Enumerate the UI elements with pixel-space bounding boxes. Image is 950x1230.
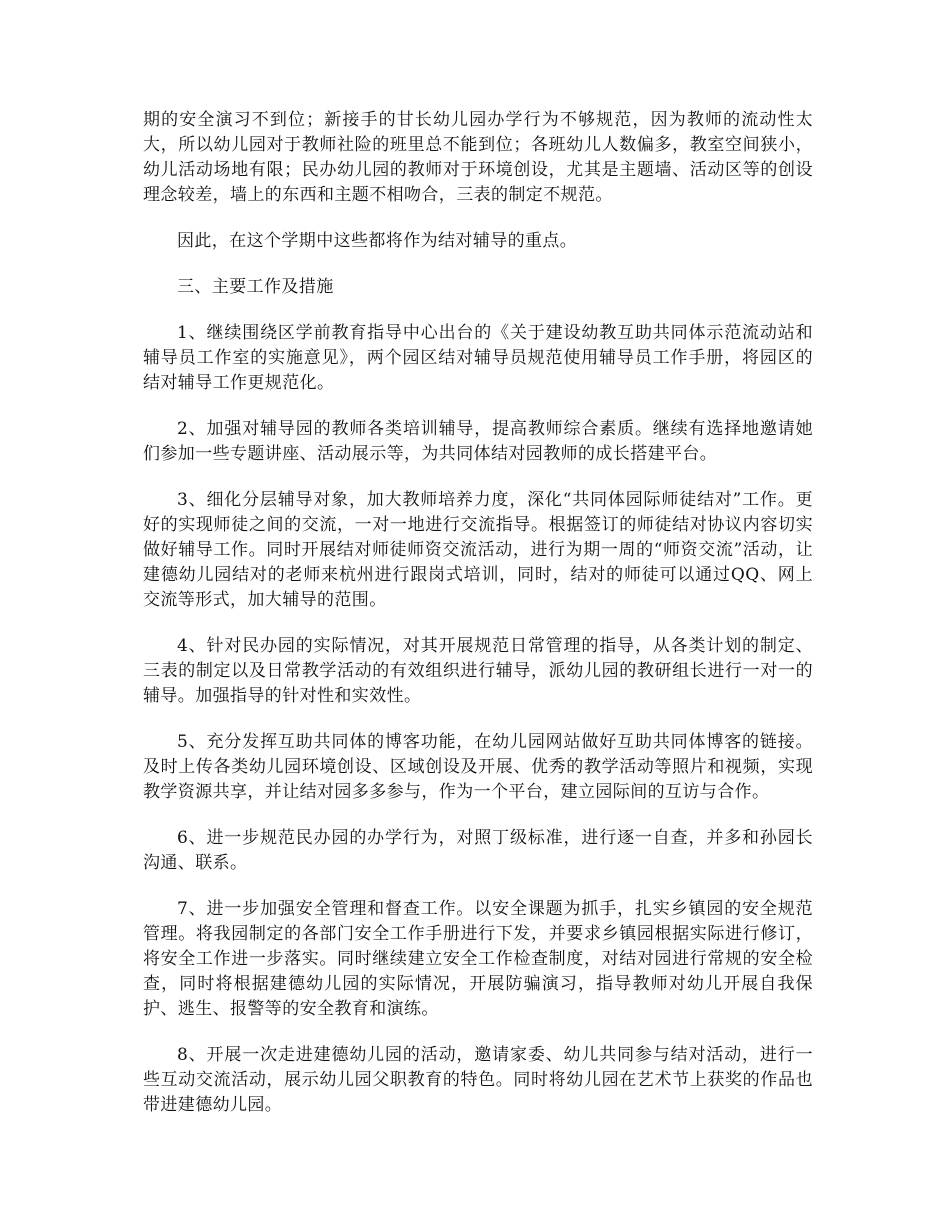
paragraph-item-5: 5、充分发挥互助共同体的博客功能，在幼儿园网站做好互助共同体博客的链接。及时上传各类幼儿园环境创设、区域创设及开展、优秀的教学活动等照片和视频，实现教学资源共享，并让结对园多多参与，作为一个平台，建立园际间的互访与合作。	[143, 732, 813, 802]
document-page	[143, 108, 813, 1139]
paragraph-item-7: 7、进一步加强安全管理和督查工作。以安全课题为抓手，扎实乡镇园的安全规范管理。将我园制定的各部门安全工作手册进行下发，并要求乡镇园根据实际进行修订，将安全工作进一步落实。同时继续建立安全工作检查制度，对结对园进行常规的安全检查，同时将根据建德幼儿园的实际情况，开展防骗演习，指导教师对幼儿开展自我保护、逃生、报警等的安全教育和演练。	[143, 899, 813, 1019]
paragraph-item-2: 2、加强对辅导园的教师各类培训辅导，提高教师综合素质。继续有选择地邀请她们参加一些专题讲座、活动展示等，为共同体结对园教师的成长搭建平台。	[143, 419, 813, 464]
paragraph-item-6: 6、进一步规范民办园的办学行为，对照丁级标准，进行逐一自查，并多和孙园长沟通、联系。	[143, 828, 813, 873]
paragraph-item-3: 3、细化分层辅导对象，加大教师培养力度，深化“共同体园际师徒结对”工作。更好的实现师徒之间的交流，一对一地进行交流指导。根据签订的师徒结对协议内容切实做好辅导工作。同时开展结对师徒师资交流活动，进行为期一周的“师资交流”活动，让建德幼儿园结对的老师来杭州进行跟岗式培训，同时，结对的师徒可以通过QQ、网上交流等形式，加大辅导的范围。	[143, 490, 813, 610]
section-heading-main-work: 三、主要工作及措施	[177, 277, 334, 297]
paragraph-item-8: 8、开展一次走进建德幼儿园的活动，邀请家委、幼儿共同参与结对活动，进行一些互动交流活动，展示幼儿园父职教育的特色。同时将幼儿园在艺术节上获奖的作品也带进建德幼儿园。	[143, 1045, 813, 1115]
paragraph-item-4: 4、针对民办园的实际情况，对其开展规范日常管理的指导，从各类计划的制定、三表的制定以及日常教学活动的有效组织进行辅导，派幼儿园的教研组长进行一对一的辅导。加强指导的针对性和实效性。	[143, 636, 813, 706]
paragraph-continuation: 期的安全演习不到位；新接手的甘长幼儿园办学行为不够规范，因为教师的流动性太大，所以幼儿园对于教师社险的班里总不能到位；各班幼儿人数偏多，教室空间狭小，幼儿活动场地有限；民办幼儿园的教师对于环境创设，尤其是主题墙、活动区等的创设理念较差，墙上的东西和主题不相吻合，三表的制定不规范。	[143, 110, 813, 205]
paragraph-focus-summary: 因此，在这个学期中这些都将作为结对辅导的重点。	[177, 231, 578, 251]
paragraph-item-1: 1、继续围绕区学前教育指导中心出台的《关于建设幼教互助共同体示范流动站和辅导员工作室的实施意见》，两个园区结对辅导员规范使用辅导员工作手册，将园区的结对辅导工作更规范化。	[143, 323, 813, 393]
